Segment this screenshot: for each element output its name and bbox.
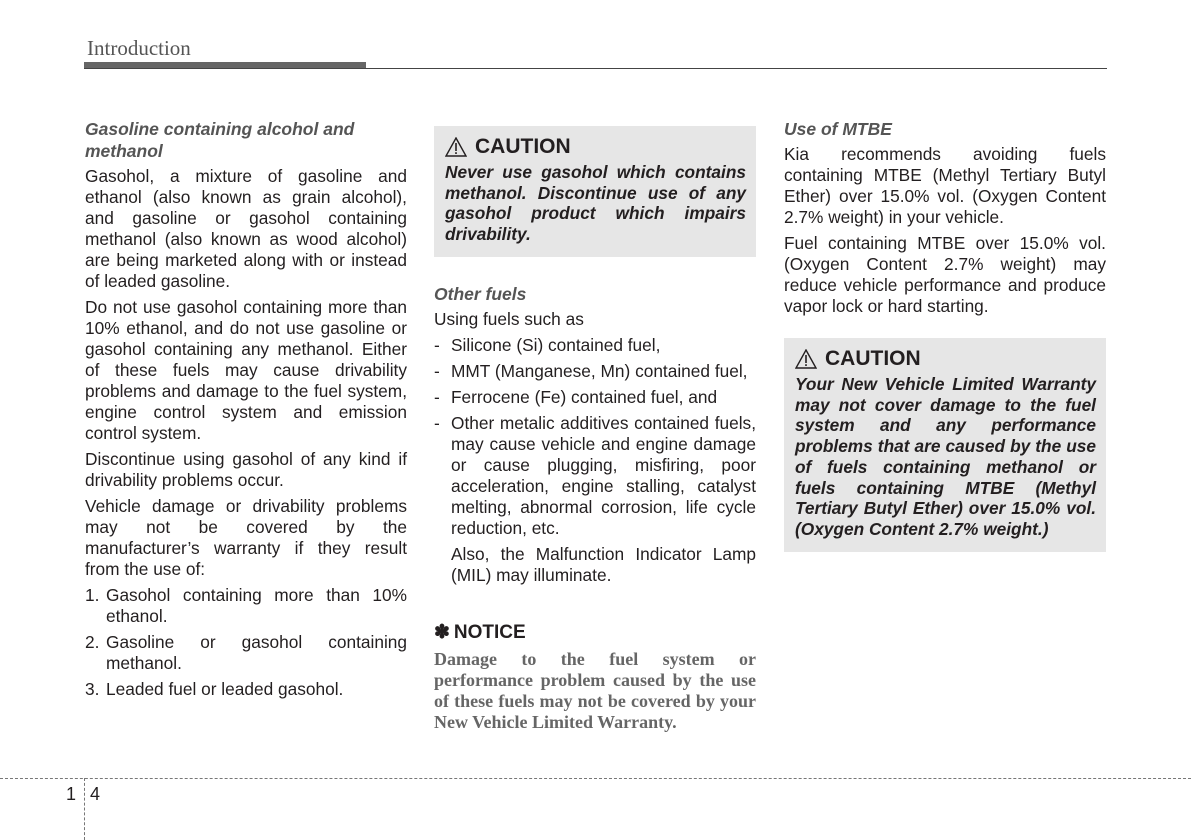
paragraph: Kia recommends avoiding fuels containing MTBE (Methyl Tertiary Butyl Ether) over 15.0% vol. (Oxygen Content 2.7% weight) in your vehicle. (784, 144, 1106, 227)
paragraph: Gasohol, a mixture of gasoline and ethanol (also known as grain alcohol), and gasoline or gasohol containing methanol (also known as wood alcohol) are being marketed along with or instead of leaded gasoline. (85, 166, 407, 291)
paragraph: Fuel containing MTBE over 15.0% vol. (Oxygen Content 2.7% weight) may reduce vehicle performance and produce vapor lock or hard starting. (784, 233, 1106, 316)
caution-box (434, 126, 756, 257)
list-item (85, 585, 407, 627)
footer-divider (84, 778, 85, 840)
notice-star-icon: ✽ (434, 621, 450, 643)
fuel-list (434, 335, 756, 539)
heading-mtbe: Use of MTBE (784, 119, 892, 139)
paragraph: Do not use gasohol containing more than 10% ethanol, and do not use gasoline or gasohol containing any methanol. Either of these fuels may cause drivability problems and damage to the fuel system, engine control system and emission control system. (85, 297, 407, 443)
list-text: Other metalic additives contained fuels, may cause vehicle and engine damage or cause plugging, misfiring, poor acceleration, engine stalling, catalyst melting, abnormal corrosion, life cycle reduction, etc. (451, 412, 756, 538)
list-text: MMT (Manganese, Mn) contained fuel, (451, 360, 748, 381)
list-number: 2. (85, 632, 100, 652)
list-text: Gasohol containing more than 10% ethanol. (106, 585, 407, 626)
caution-box (784, 338, 1106, 552)
list-item (434, 413, 756, 539)
column-right (784, 118, 1106, 552)
section-title: Introduction (87, 36, 191, 60)
list-bullet: - (434, 386, 440, 407)
list-number: 1. (85, 585, 100, 605)
list-item (434, 335, 756, 356)
list-item (434, 387, 756, 408)
list-bullet: - (434, 334, 440, 355)
paragraph: Discontinue using gasohol of any kind if drivability problems occur. (85, 449, 407, 490)
paragraph: Also, the Malfunction Indicator Lamp (MIL) may illuminate. (451, 543, 756, 585)
caution-text: Never use gasohol which contains methanol. Discontinue use of any gasohol product which impairs drivability. (445, 162, 746, 245)
list-item (434, 361, 756, 382)
footer-rule (0, 778, 1191, 779)
header-rule (84, 68, 1107, 69)
list-number: 3. (85, 679, 100, 699)
heading-other-fuels: Other fuels (434, 283, 527, 304)
column-middle (434, 126, 756, 733)
list-text: Leaded fuel or leaded gasohol. (106, 679, 344, 699)
list-text: Gasoline or gasohol containing methanol. (106, 632, 407, 673)
list-item (85, 632, 407, 674)
list-text: Silicone (Si) contained fuel, (451, 334, 661, 355)
warning-icon (445, 137, 467, 157)
list-bullet: - (434, 360, 440, 381)
caution-text: Your New Vehicle Limited Warranty may not cover damage to the fuel system and any performance problems that are caused by the use of fuels containing methanol or fuels containing MTBE (Methyl Tertiary Butyl Ether) over 15.0% vol. (Oxygen Content 2.7% weight.) (795, 374, 1096, 539)
notice-title: NOTICE (453, 621, 526, 643)
heading-gasoline-alcohol: Gasoline containing alcohol and methanol (85, 119, 355, 161)
column-left (85, 118, 407, 705)
warning-icon (795, 349, 817, 369)
caution-title: CAUTION (475, 135, 571, 158)
list-bullet: - (434, 412, 440, 433)
list-item (85, 679, 407, 700)
section-number: 1 (66, 784, 77, 804)
warranty-list (85, 585, 407, 700)
notice-heading (434, 621, 756, 645)
notice-text: Damage to the fuel system or performance problem caused by the use of these fuels may not be covered by your New Vehicle Limited Warranty. (434, 648, 756, 732)
caution-title: CAUTION (825, 347, 921, 370)
paragraph: Vehicle damage or drivability problems may not be covered by the manufacturer’s warranty if they result from the use of: (85, 496, 407, 579)
list-text: Ferrocene (Fe) contained fuel, and (451, 386, 718, 407)
paragraph: Using fuels such as (434, 308, 584, 329)
page-number: 4 (90, 784, 101, 804)
